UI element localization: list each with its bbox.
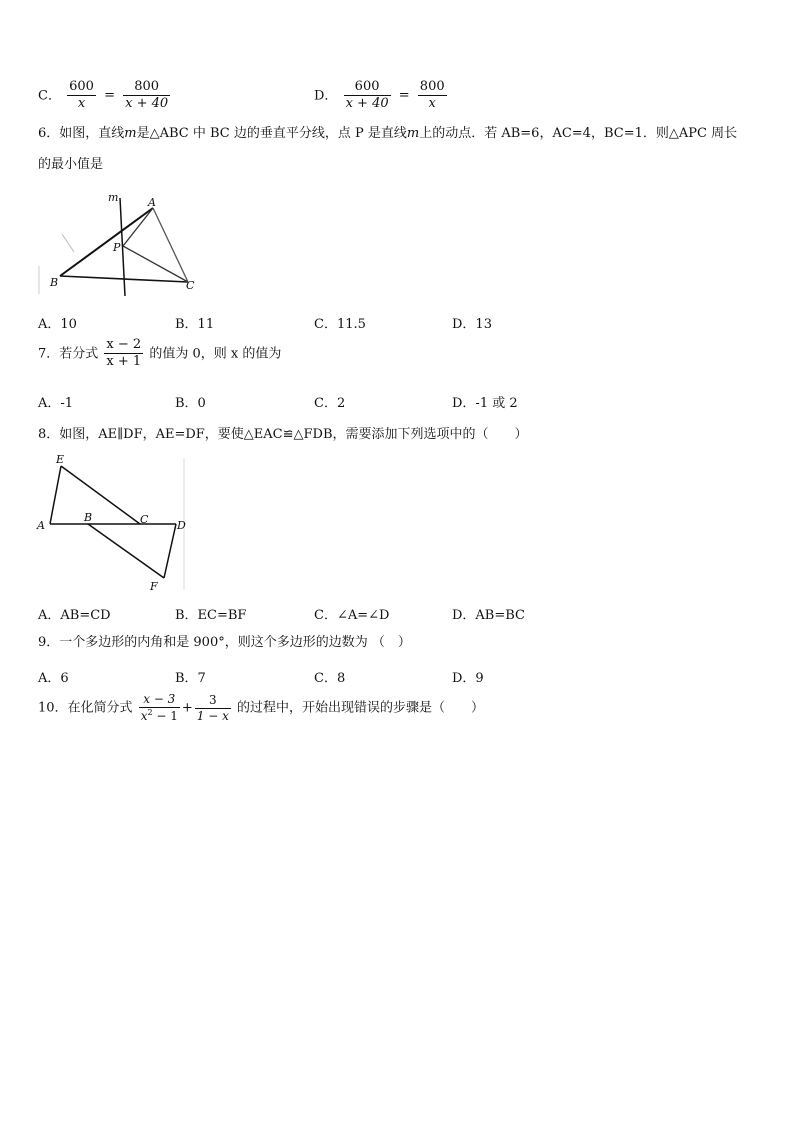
label-m: m bbox=[108, 191, 119, 204]
segment-pc bbox=[123, 246, 188, 282]
fraction bbox=[123, 79, 170, 113]
label-f: F bbox=[150, 580, 158, 593]
q10-question bbox=[38, 692, 484, 724]
exponent: 2 bbox=[147, 708, 153, 717]
label-d: D bbox=[177, 519, 186, 532]
q6-option-d[interactable]: D．13 bbox=[452, 317, 492, 332]
numerator: x − 2 bbox=[104, 337, 143, 354]
denominator: x + 1 bbox=[106, 354, 142, 370]
segment-ac bbox=[153, 208, 188, 282]
q5-option-d[interactable] bbox=[314, 79, 449, 113]
question-text: 10．在化简分式 bbox=[38, 700, 133, 716]
q6-question-line1 bbox=[38, 127, 737, 140]
label-e: E bbox=[56, 453, 65, 466]
fraction bbox=[344, 79, 391, 113]
denominator: x + 40 bbox=[345, 96, 389, 112]
q5-option-c[interactable] bbox=[38, 79, 172, 113]
denominator: x bbox=[77, 96, 86, 112]
denominator: x bbox=[428, 96, 436, 112]
q6-option-c[interactable]: C．11.5 bbox=[314, 317, 366, 332]
equals-sign: = bbox=[104, 88, 115, 104]
fraction bbox=[195, 693, 231, 724]
numerator: 3 bbox=[195, 693, 231, 709]
segment-bf bbox=[88, 524, 164, 578]
q9-option-b[interactable]: B．7 bbox=[175, 671, 206, 686]
q6-option-b[interactable]: B．11 bbox=[175, 317, 215, 332]
question-text: 的值为 0，则 x 的值为 bbox=[149, 346, 282, 362]
label-p: P bbox=[113, 241, 121, 254]
denominator-base: x bbox=[140, 709, 148, 723]
label-c: C bbox=[140, 513, 149, 526]
fraction bbox=[418, 79, 447, 113]
numerator: 800 bbox=[123, 79, 170, 96]
q7-option-c[interactable]: C．2 bbox=[314, 396, 346, 411]
q8-option-b[interactable]: B．EC=BF bbox=[175, 608, 247, 623]
fraction bbox=[67, 79, 96, 113]
q6-option-a[interactable]: A．10 bbox=[38, 317, 77, 332]
q8-parallel-figure bbox=[34, 450, 194, 596]
segment-df bbox=[164, 524, 176, 578]
label-b: B bbox=[84, 511, 93, 524]
q7-option-d[interactable]: D．-1 或 2 bbox=[452, 396, 518, 411]
segment-ae bbox=[50, 466, 61, 524]
numerator: x − 3 bbox=[139, 692, 180, 708]
q9-option-d[interactable]: D．9 bbox=[452, 671, 484, 686]
equals-sign: = bbox=[398, 88, 410, 104]
question-text: 的过程中，开始出现错误的步骤是（ ） bbox=[237, 700, 485, 716]
denominator-rest: − 1 bbox=[152, 709, 178, 723]
numerator: 600 bbox=[344, 79, 391, 96]
q9-question: 9．一个多边形的内角和是 900°，则这个多边形的边数为 （ ） bbox=[38, 635, 411, 650]
decorative-stroke bbox=[62, 234, 74, 252]
q8-option-d[interactable]: D．AB=BC bbox=[452, 608, 525, 623]
segment-ab bbox=[60, 208, 153, 276]
variable: m bbox=[124, 126, 137, 141]
label-a: A bbox=[148, 196, 156, 209]
variable: m bbox=[406, 126, 420, 141]
q7-question bbox=[38, 337, 281, 371]
q7-option-a[interactable]: A．-1 bbox=[38, 396, 74, 411]
question-text: 上的动点．若 AB=6，AC=4，BC=1．则△APC 周长 bbox=[419, 126, 738, 141]
denominator: 1 − x bbox=[196, 708, 229, 723]
label-c: C bbox=[186, 279, 195, 292]
option-label: D． bbox=[314, 88, 338, 104]
segment-ec bbox=[61, 466, 140, 524]
option-label: C． bbox=[38, 88, 61, 104]
question-text: 6．如图，直线 bbox=[38, 126, 125, 141]
q6-triangle-figure bbox=[36, 190, 196, 300]
question-text: 是△ABC 中 BC 边的垂直平分线，点 P 是直线 bbox=[136, 126, 407, 141]
q8-option-a[interactable]: A．AB=CD bbox=[38, 608, 111, 623]
numerator: 800 bbox=[418, 79, 447, 96]
denominator bbox=[139, 708, 180, 724]
denominator: x + 40 bbox=[125, 96, 169, 112]
q7-option-b[interactable]: B．0 bbox=[175, 396, 206, 411]
fraction bbox=[104, 337, 143, 371]
q8-question: 8．如图，AE∥DF，AE=DF，要使△EAC≌△FDB，需要添加下列选项中的（ ） bbox=[38, 427, 528, 442]
fraction bbox=[139, 692, 180, 724]
q9-option-a[interactable]: A．6 bbox=[38, 671, 69, 686]
q6-question-line2: 的最小值是 bbox=[38, 157, 104, 172]
label-b: B bbox=[50, 276, 59, 289]
q9-option-c[interactable]: C．8 bbox=[314, 671, 346, 686]
plus-sign: + bbox=[181, 700, 193, 716]
numerator: 600 bbox=[67, 79, 96, 96]
question-text: 7．若分式 bbox=[38, 346, 99, 362]
label-a: A bbox=[37, 519, 45, 532]
q8-option-c[interactable]: C．∠A=∠D bbox=[314, 608, 390, 623]
